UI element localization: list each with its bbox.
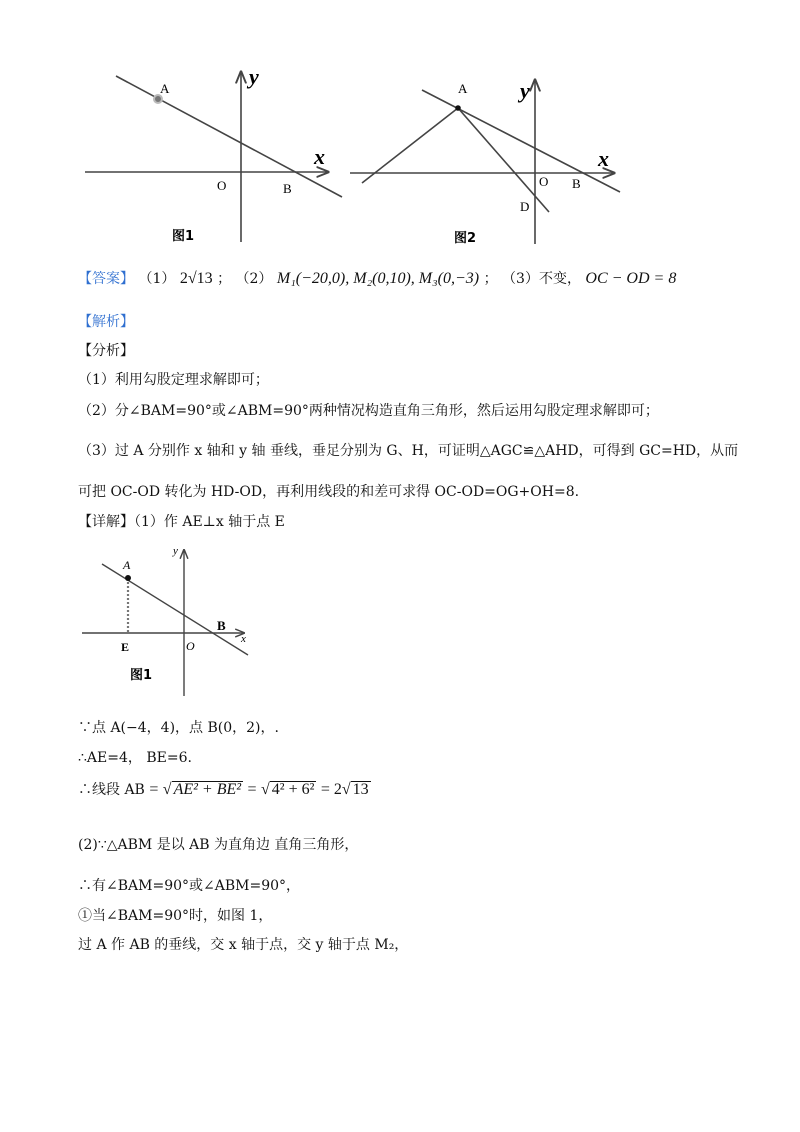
analysis-line-4: 可把 OC-OD 转化为 HD-OD，再利用线段的和差可求得 OC-OD=OG+OH=8.: [78, 484, 580, 500]
label-y: y: [249, 64, 259, 89]
label-y: y: [173, 545, 178, 557]
point-a-marker: [125, 575, 131, 581]
solution-line-6: ①当∠BAM=90°时，如图 1，: [78, 908, 273, 924]
answer-part3-value: OC − OD = 8: [585, 270, 677, 287]
label-e: E: [121, 640, 130, 654]
analysis-line-3: （3）过 A 分别作 x 轴和 y 轴 垂线，垂足分别为 G、H，可证明△AGC≌△AHD，可得到 GC=HD，从而: [78, 443, 739, 459]
figure-3-caption: 图1: [130, 668, 153, 683]
answer-part2-value: M₁(−20,0), M₂(0,10), M₃(0,−3): [276, 270, 480, 287]
ab-prefix: ∴线段 AB: [78, 782, 145, 798]
answer-sep1: ；: [217, 271, 232, 287]
detail-heading: 【详解】: [78, 514, 134, 530]
eq-1: =: [149, 781, 159, 798]
radicand-1: AE² + BE²: [173, 781, 242, 798]
sqrt-sign-2: √: [261, 781, 270, 798]
solution-line-5: ∴有∠BAM=90°或∠ABM=90°，: [78, 878, 301, 894]
detail-text: （1）作 AE⊥x 轴于点 E: [134, 514, 285, 530]
label-a: A: [458, 81, 468, 96]
solution-line-2: ∴AE=4， BE=6.: [78, 750, 192, 766]
point-a-marker: [455, 105, 461, 111]
answer-sep2: ；: [483, 271, 498, 287]
analysis-tag: 【解析】: [78, 314, 134, 330]
figure-1-caption: 图1: [172, 229, 195, 244]
label-o: O: [539, 174, 549, 189]
label-y: y: [520, 78, 530, 103]
radicand-2: 4² + 6²: [271, 781, 315, 798]
detail-line: [78, 512, 285, 532]
label-x: x: [314, 144, 325, 169]
line-ac: [362, 108, 458, 183]
figure-1: [78, 60, 348, 250]
label-d: D: [520, 199, 530, 214]
label-b: B: [572, 176, 581, 191]
line-ab: [116, 76, 342, 197]
label-o: O: [186, 639, 195, 653]
figure-2: [346, 78, 626, 250]
solution-line-7: 过 A 作 AB 的垂线，交 x 轴于点，交 y 轴于点 M₂，: [78, 937, 409, 953]
answer-part2-label: （2）: [235, 271, 273, 287]
label-b: B: [283, 181, 292, 196]
figure-3: [78, 540, 263, 700]
solution-line-3: [78, 780, 371, 800]
answer-part3-label: （3）不变，: [502, 271, 581, 287]
answer-tag: 【答案】: [78, 271, 134, 287]
sqrt-sign-3: √: [341, 781, 351, 798]
label-o: O: [217, 178, 227, 193]
answer-line: [78, 269, 676, 289]
analysis-line-1: （1）利用勾股定理求解即可；: [78, 372, 269, 388]
line-ab: [422, 90, 620, 192]
solution-line-4: (2)∵△ABM 是以 AB 为直角边 直角三角形，: [78, 837, 359, 853]
label-b: B: [217, 618, 226, 633]
analysis-heading: 【分析】: [78, 343, 134, 359]
label-a: A: [123, 558, 131, 572]
label-a: A: [160, 81, 170, 96]
sqrt-sign-1: √: [162, 781, 172, 798]
radicand-3: 13: [352, 781, 369, 798]
eq-3: = 2: [320, 781, 342, 798]
point-a-marker: [154, 95, 162, 103]
label-x: x: [598, 146, 609, 171]
label-x: x: [241, 633, 246, 645]
answer-part1-value: 2√13: [179, 270, 213, 287]
answer-part1-label: （1）: [138, 271, 176, 287]
analysis-line-2: （2）分∠BAM=90°或∠ABM=90°两种情况构造直角三角形，然后运用勾股定理求解即可；: [78, 403, 659, 419]
figure-2-caption: 图2: [454, 231, 477, 246]
eq-2: =: [247, 781, 257, 798]
solution-line-1: ∵点 A(−4，4)，点 B(0，2)，.: [78, 720, 279, 736]
